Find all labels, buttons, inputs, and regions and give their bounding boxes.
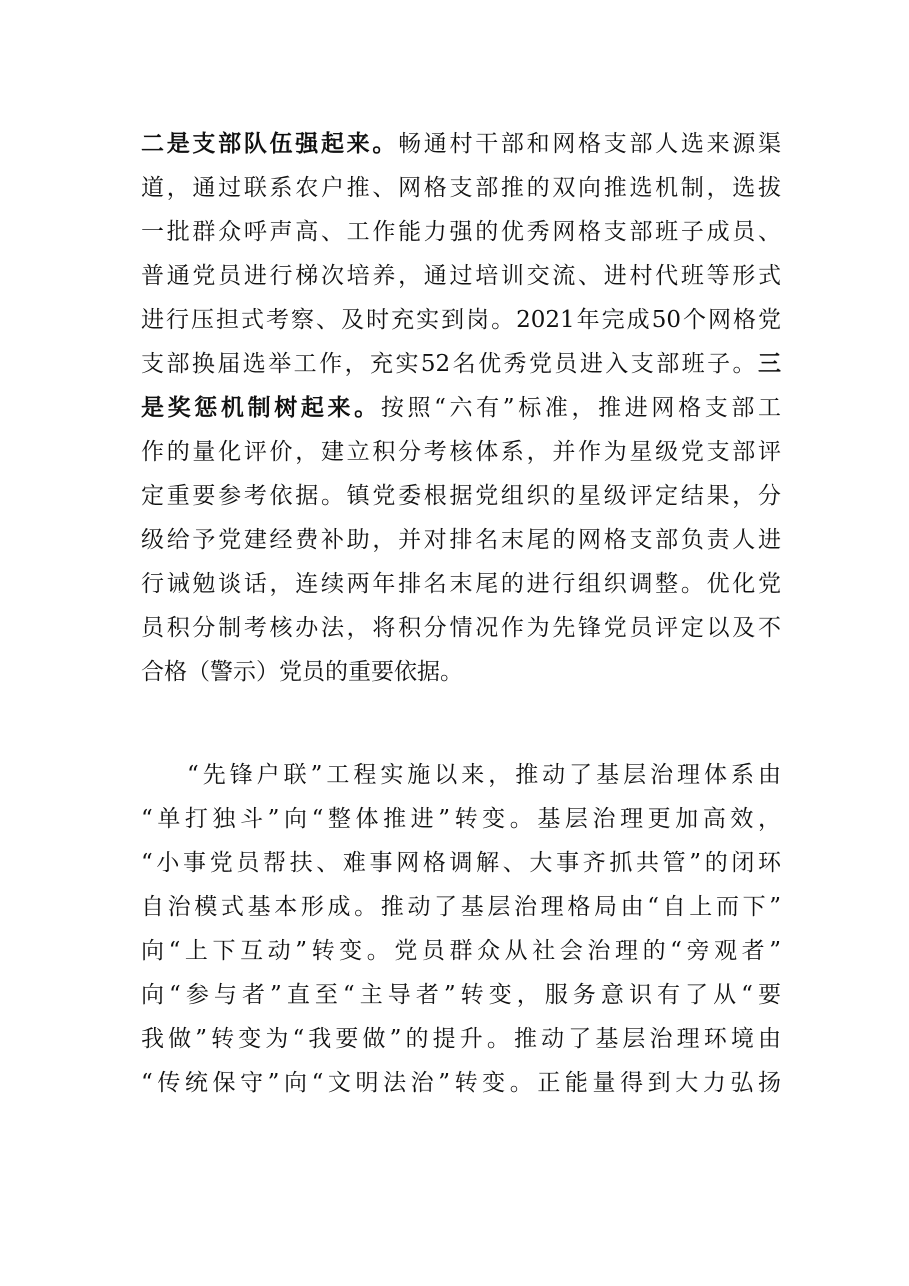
paragraph-governance-results [141,753,781,1105]
paragraph-1-line-12: 员积分制考核办法，将积分情况作为先锋党员评定以及不 [141,615,781,641]
paragraph-1-line-2: 道，通过联系农户推、网格支部推的双向推选机制，选拔 [141,175,781,201]
body-text: 畅通村干部和网格支部人选来源渠 [398,131,782,157]
paragraph-2-line-1: “先锋户联”工程实施以来，推动了基层治理体系由 [187,762,781,788]
paragraph-1-line-7 [141,386,781,430]
paragraph-1-line-11: 行诫勉谈话，连续两年排名末尾的进行组织调整。优化党 [141,571,781,597]
heading-support-team: 二是支部队伍强起来。 [141,130,399,157]
paragraph-2-line-4: 自治模式基本形成。推动了基层治理格局由“自上而下” [141,894,781,920]
paragraph-2-line-5: 向“上下互动”转变。党员群众从社会治理的“旁观者” [141,938,781,964]
paragraph-1-line-4: 普通党员进行梯次培养，通过培训交流、进村代班等形式 [141,263,781,289]
paragraph-2-line-6: 向“参与者”直至“主导者”转变，服务意识有了从“要 [141,982,781,1008]
paragraph-1-line-9: 定重要参考依据。镇党委根据党组织的星级评定结果，分 [141,483,781,509]
paragraph-support-team-and-incentives [141,122,781,694]
body-text: 支部换届选举工作，充实52名优秀党员进入支部班子。 [141,351,758,377]
paragraph-1-line-10: 级给予党建经费补助，并对排名末尾的网格支部负责人进 [141,527,781,553]
paragraph-2-line-2: “单打独斗”向“整体推进”转变。基层治理更加高效， [141,806,781,832]
paragraph-1-line-6 [141,342,781,386]
paragraph-1-line-13: 合格（警示）党员的重要依据。 [141,659,463,685]
paragraph-2-line-7: 我做”转变为“我要做”的提升。推动了基层治理环境由 [141,1026,781,1052]
body-text: 按照“六有”标准，推进网格支部工 [380,395,781,421]
heading-incentives-start: 三 [758,350,781,377]
paragraph-1-line-5: 进行压担式考察、及时充实到岗。2021年完成50个网格党 [141,307,781,333]
heading-incentives: 是奖惩机制树起来。 [141,394,381,421]
paragraph-2-line-3: “小事党员帮扶、难事网格调解、大事齐抓共管”的闭环 [141,850,781,876]
paragraph-1-line-1 [141,122,781,166]
paragraph-1-line-8: 作的量化评价，建立积分考核体系，并作为星级党支部评 [141,439,781,465]
paragraph-2-line-8: “传统保守”向“文明法治”转变。正能量得到大力弘扬 [141,1070,781,1096]
paragraph-1-line-3: 一批群众呼声高、工作能力强的优秀网格支部班子成员、 [141,219,781,245]
